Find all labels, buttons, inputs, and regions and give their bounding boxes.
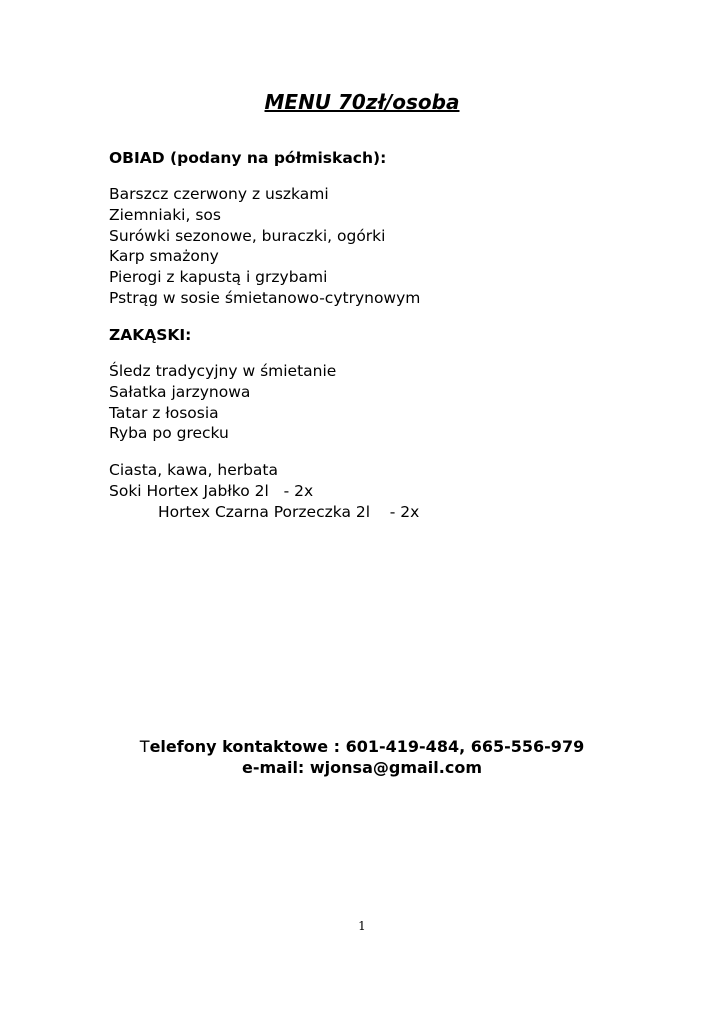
list-item: Ziemniaki, sos <box>109 205 221 224</box>
list-item: Tatar z łososia <box>109 403 219 422</box>
zakaski-list <box>109 361 336 444</box>
obiad-heading: OBIAD (podany na półmiskach): <box>109 149 387 167</box>
zakaski-heading: ZAKĄSKI: <box>109 326 192 344</box>
list-item: Karp smażony <box>109 247 219 266</box>
page-title: MENU 70zł/osoba <box>264 90 460 114</box>
list-item: Ciasta, kawa, herbata <box>109 461 279 479</box>
contact-phones <box>0 736 724 758</box>
page-number: 1 <box>358 919 366 933</box>
list-item: Soki Hortex Jabłko 2l - 2x <box>109 481 314 500</box>
extras-list <box>109 460 419 522</box>
contact-phones-initial: T <box>139 737 150 756</box>
contact-phones-text: elefony kontaktowe : 601-419-484, 665-556-979 <box>149 737 585 756</box>
contact-email: e-mail: wjonsa@gmail.com <box>242 758 482 777</box>
list-item: Ryba po grecku <box>109 424 229 443</box>
list-item: Pstrąg w sosie śmietanowo-cytrynowym <box>109 288 421 307</box>
list-item: Hortex Czarna Porzeczka 2l - 2x <box>158 502 420 521</box>
list-item: Surówki sezonowe, buraczki, ogórki <box>109 226 386 245</box>
list-item: Pierogi z kapustą i grzybami <box>109 268 328 287</box>
list-item: Sałatka jarzynowa <box>109 382 251 401</box>
list-item: Śledz tradycyjny w śmietanie <box>109 362 337 380</box>
list-item: Barszcz czerwony z uszkami <box>109 185 329 203</box>
obiad-list <box>109 184 420 309</box>
